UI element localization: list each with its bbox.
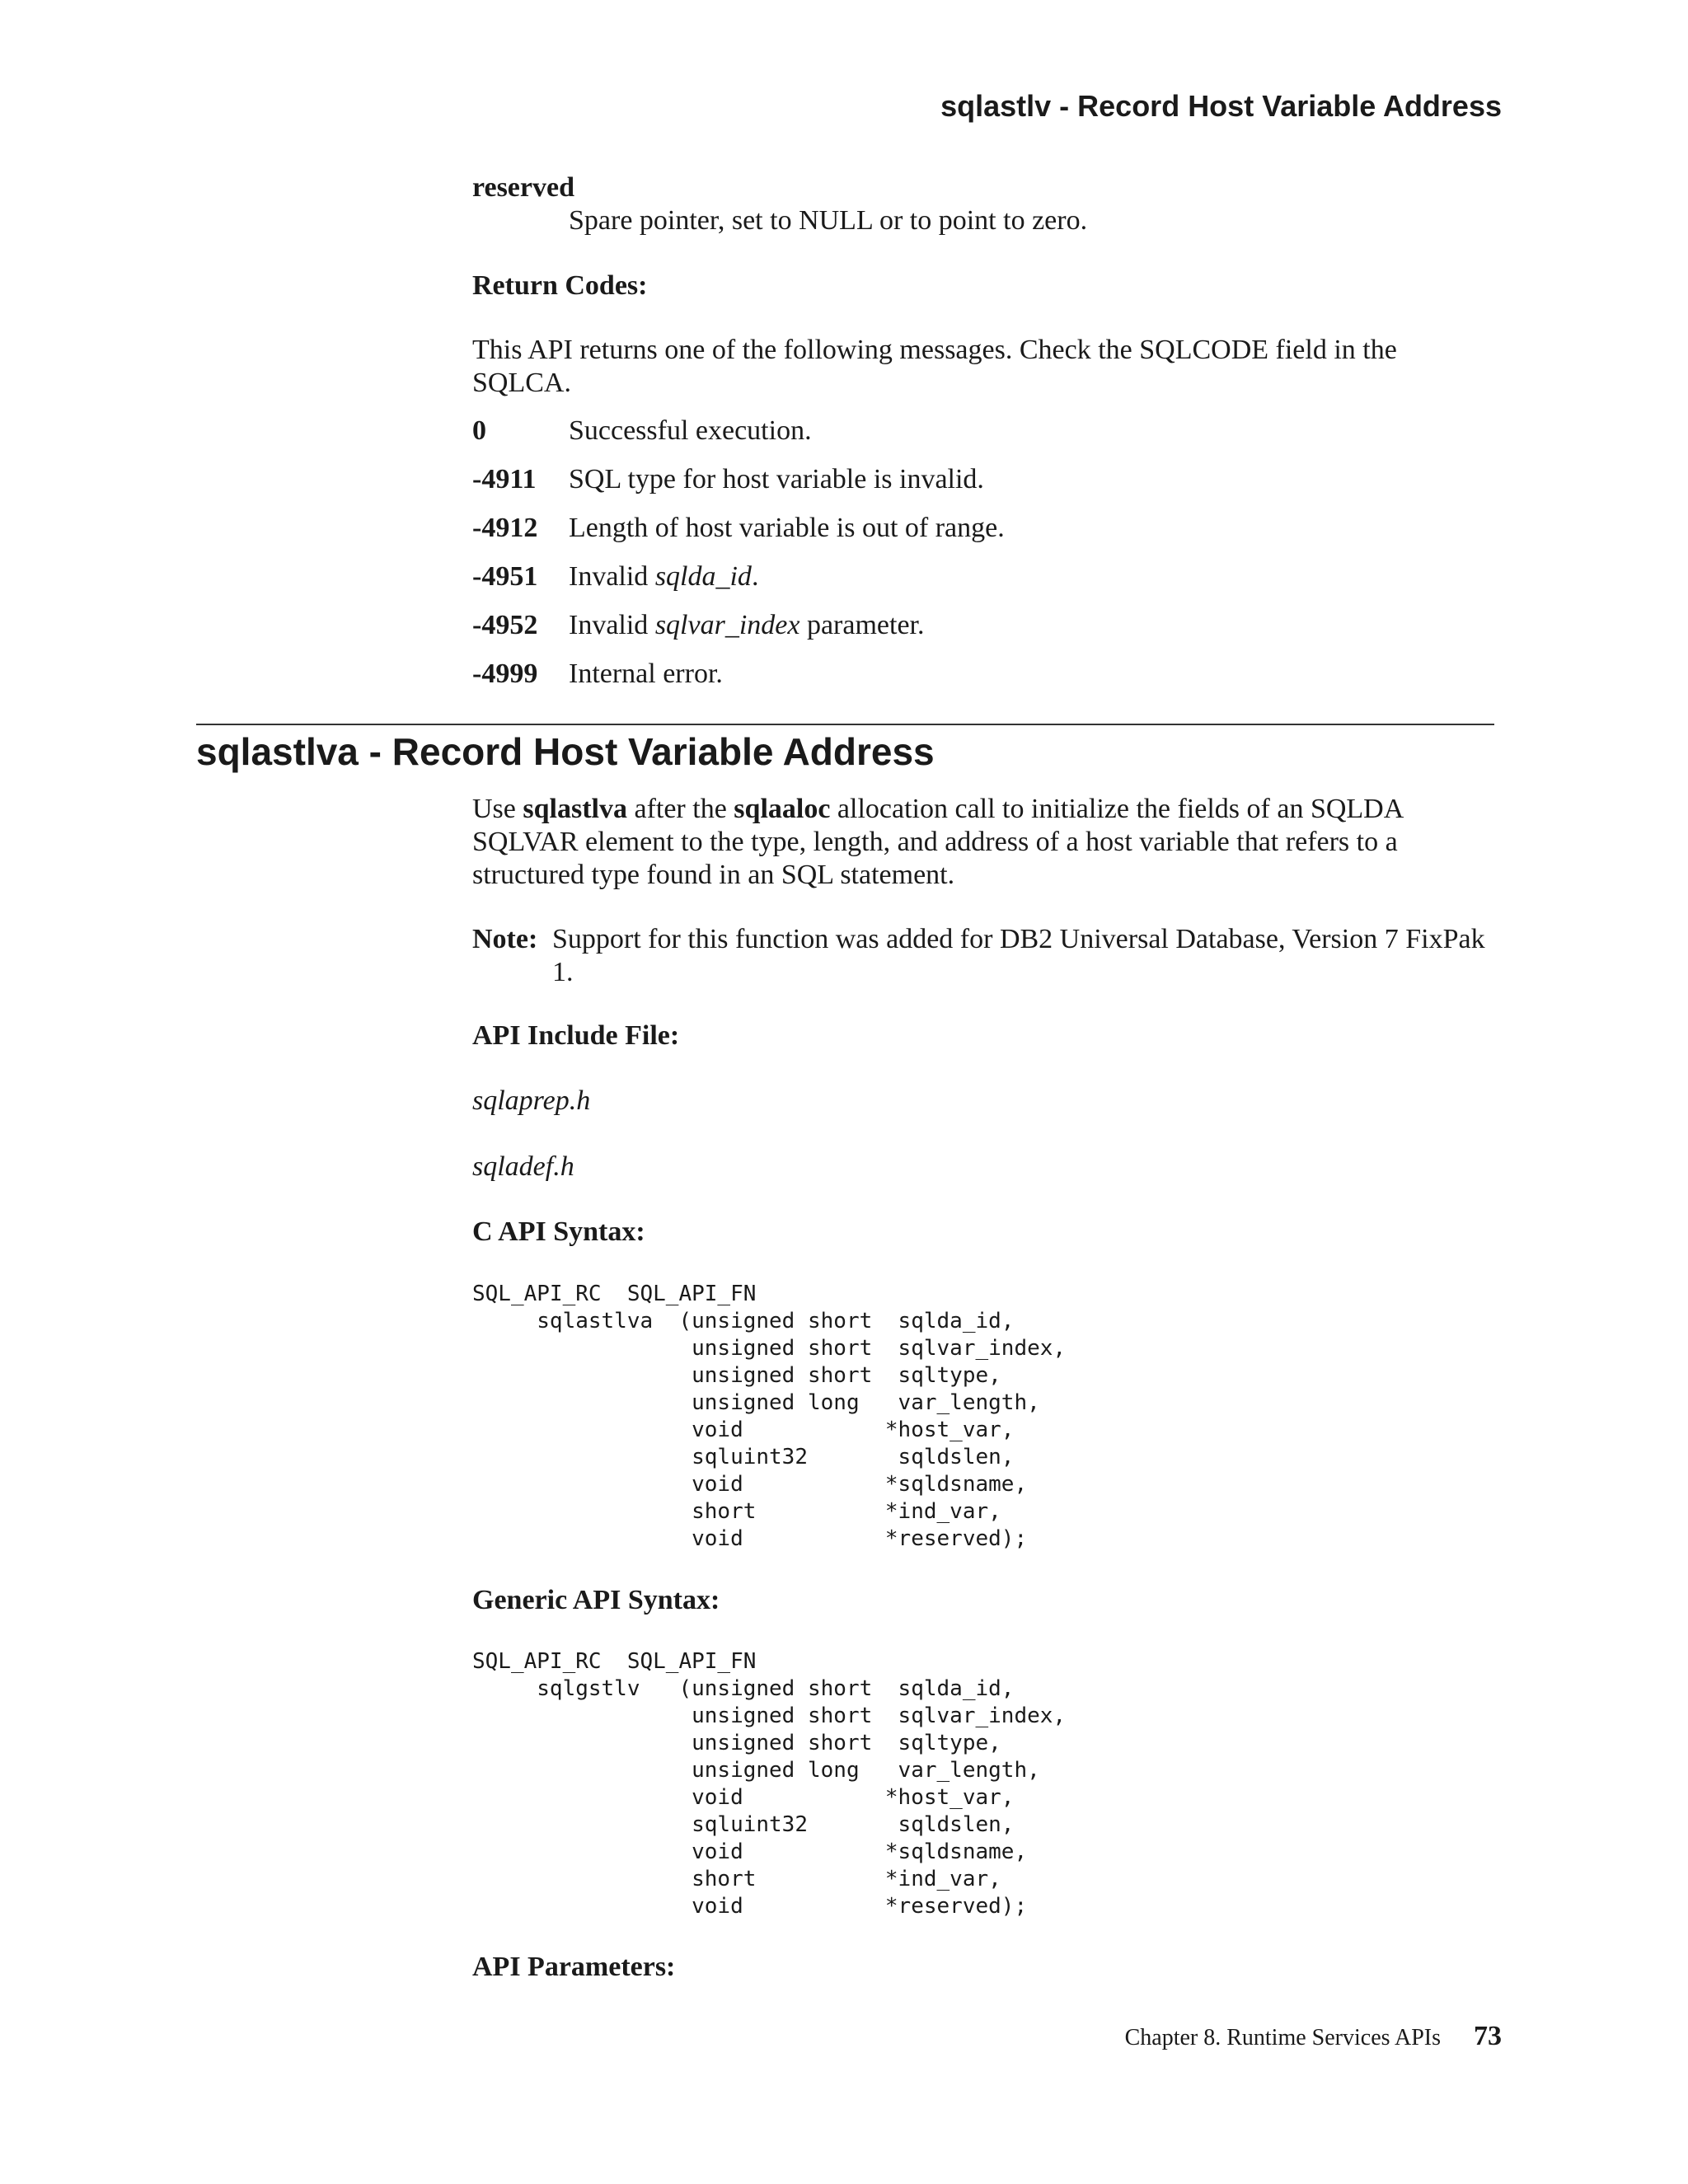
return-codes-list [472, 415, 1494, 706]
page-number: 73 [1474, 2021, 1502, 2051]
return-code-desc: Invalid sqlda_id. [569, 561, 759, 592]
params-heading: API Parameters: [472, 1952, 676, 1982]
section-divider [196, 724, 1494, 725]
include-file: sqladef.h [472, 1151, 574, 1182]
page-footer [1125, 2021, 1502, 2052]
running-header: sqlastlv - Record Host Variable Address [940, 89, 1502, 123]
return-code: 0 [472, 415, 486, 446]
return-code: -4911 [472, 464, 537, 494]
generic-syntax-heading: Generic API Syntax: [472, 1585, 720, 1615]
return-code-row [472, 415, 1494, 448]
return-code: -4952 [472, 610, 538, 640]
note-text: Support for this function was added for DB2 Universal Database, Version 7 FixPak 1. [552, 924, 1485, 987]
note-label: Note: [472, 924, 538, 954]
c-syntax-heading: C API Syntax: [472, 1216, 645, 1247]
return-code: -4951 [472, 561, 538, 592]
section-intro: Use sqlastlva after the sqlaaloc allocation call to initialize the fields of an SQLDA SQLVAR element to the type, length, and address of a host variable that refers to a structured type found in an SQL statement. [472, 794, 1403, 890]
return-code-desc: Internal error. [569, 658, 723, 689]
return-code-row [472, 463, 1494, 496]
return-code-row [472, 658, 1494, 691]
c-syntax-code: SQL_API_RC SQL_API_FN sqlastlva (unsigned short sqlda_id, unsigned short sqlvar_index, unsigned short sqltype, unsigned long var_length, void *host_var, sqluint32 sqldslen, void *sqldsname, short *ind_var, void *reserved); [472, 1282, 1067, 1551]
include-file: sqlaprep.h [472, 1085, 591, 1116]
return-codes-intro: This API returns one of the following messages. Check the SQLCODE field in the SQLCA. [472, 335, 1397, 398]
return-code-row [472, 560, 1494, 593]
param-term: reserved [472, 172, 574, 203]
reserved-param [472, 171, 1494, 237]
c-syntax-block-wrap [472, 1281, 1494, 1553]
return-code-desc: Invalid sqlvar_index parameter. [569, 610, 925, 640]
generic-syntax-block-wrap [472, 1648, 1494, 1920]
return-code-desc: SQL type for host variable is invalid. [569, 464, 984, 494]
return-code-desc: Length of host variable is out of range. [569, 513, 1005, 543]
return-codes-heading: Return Codes: [472, 270, 648, 301]
return-code-desc: Successful execution. [569, 415, 812, 446]
return-code-row [472, 512, 1494, 545]
generic-syntax-code: SQL_API_RC SQL_API_FN sqlgstlv (unsigned short sqlda_id, unsigned short sqlvar_index, unsigned short sqltype, unsigned long var_length, void *host_var, sqluint32 sqldslen, void *sqldsname, short *ind_var, void *reserved); [472, 1649, 1067, 1919]
return-code: -4999 [472, 658, 538, 689]
return-code-row [472, 609, 1494, 642]
return-code: -4912 [472, 513, 538, 543]
note [472, 923, 1494, 989]
footer-chapter: Chapter 8. Runtime Services APIs [1124, 2025, 1441, 2050]
include-heading: API Include File: [472, 1020, 680, 1051]
param-description: Spare pointer, set to NULL or to point to zero. [569, 205, 1088, 236]
section-title: sqlastlva - Record Host Variable Address [196, 730, 935, 773]
